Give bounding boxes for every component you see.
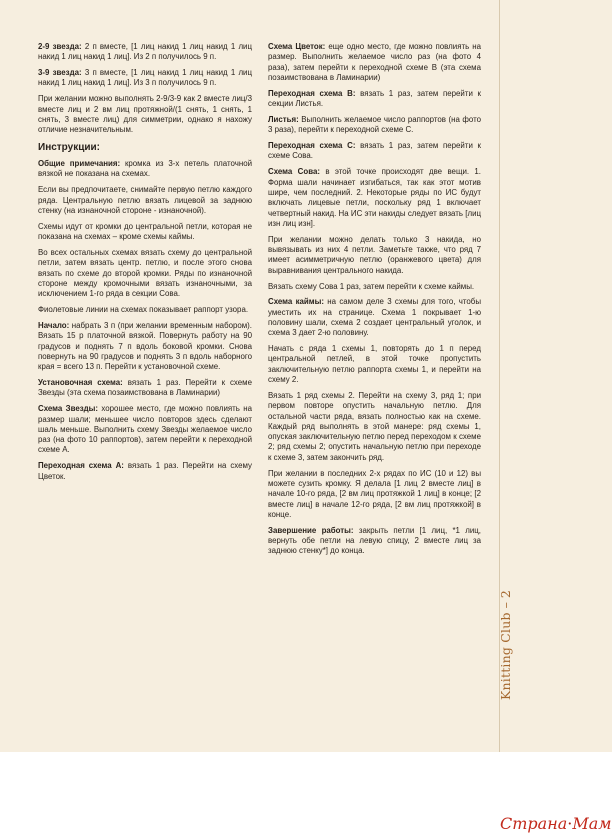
paragraph-owl-option: При желании можно делать только 3 накида, но вывязывать из них 4 петли. Заметьте также, что ряд 7 имеет асимметричную петлю (оранжевого цвета) для выравнивания центрального накида. xyxy=(268,234,481,275)
paragraph-other-charts: Во всех остальных схемах вязать схему до центральной петли, затем вязать центр. петлю, и после этого снова вязать по схеме до второй кромки. Ряды по изнаночной стороне между кромочными вязать изнаночными, за исключением 1-го ряда в секции Сова. xyxy=(38,248,252,299)
paragraph-symmetry: При желании можно выполнять 2-9/3-9 как 2 вместе лиц/3 вместе лиц и 2 вм лиц протяжной/(1 снять, 1 снять, 1 снять, 3 вместе лиц) для симметрии, однако я нахожу отличие незначительным. xyxy=(38,94,252,135)
paragraph-border-row1: Начать с ряда 1 схемы 1, повторять до 1 п перед центральной петлей, в этой точке пропустить заключительную петлю раппорта схемы 1, и перейти на схему 2. xyxy=(268,344,481,385)
left-column xyxy=(38,42,252,488)
paragraph-charts-note: Схемы идут от кромки до центральной петли, которая не показана на схемах – кроме схемы каймы. xyxy=(38,221,252,242)
paragraph-3-9-star: 3-9 звезда: 3 п вместе, [1 лиц накид 1 лиц накид 1 лиц накид 1 лиц накид 1 лиц]. Из 3 п получилось 9 п. xyxy=(38,68,252,88)
paragraph-leaves: Листья: Выполнить желаемое число раппортов (на фото 3 раза), перейти к переходной схеме С. xyxy=(268,114,481,135)
paragraph-flower-chart: Схема Цветок: еще одно место, где можно повлиять на размер. Выполнить желаемое число раз (на фото 4 раза), затем перейти к переходной схеме В (эта схема позаимствована в Ламинарии) xyxy=(268,42,481,82)
paragraph-owl-chart: Схема Сова: в этой точке происходят две вещи. 1. Форма шали начинает изгибаться, так как этот мотив шире, чем последний. 2. Некоторые ряды по ИС будут включать лицевые петли, поскольку ряд 1 включает четвертный накид. На ИС эти накиды следует вязать [лиц изн лиц изн]. xyxy=(268,167,481,228)
instructions-heading: Инструкции: xyxy=(38,142,101,154)
paragraph-transition-b: Переходная схема В: вязать 1 раз, затем перейти к секции Листья. xyxy=(268,88,482,109)
site-watermark: Страна·Мам xyxy=(500,814,612,833)
paragraph-transition-a: Переходная схема А: вязать 1 раз. Перейти на схему Цветок. xyxy=(38,461,252,481)
paragraph-general-notes: Общие примечания: кромка из 3-х петель платочной вязкой не показана на схемах. xyxy=(38,159,252,179)
paragraph-stars-chart: Схема Звезды: хорошее место, где можно повлиять на размер шали; меньшее число повторов здесь сделают шаль меньше. Выполнить схему Звезды желаемое число раз (на фото 10 раппортов), затем перейти к переходной схеме А. xyxy=(38,404,252,455)
paragraph-transition-c: Переходная схема С: вязать 1 раз, затем перейти к схеме Сова. xyxy=(268,141,482,161)
paragraph-border-chart: Схема каймы: на самом деле 3 схемы для того, чтобы уместить их на странице. Схема 1 покрывает 1-ю половину шали, схема 2 создает центральный уголок, и схема 3 дает 2-ю половину. xyxy=(268,297,481,338)
paragraph-start: Начало: набрать 3 п (при желании временным набором). Вязать 15 р платочной вязкой. Повернуть работу на 90 градусов и поднять 7 п вдоль боковой кромки. Снова повернуть на 90 градусов и поднять 3 п вдоль наборного края = всего 13 п. Перейти к установочной схеме. xyxy=(38,320,252,372)
right-column xyxy=(268,42,481,562)
paragraph-bind-off: Завершение работы: закрыть петли [1 лиц, *1 лиц, вернуть обе петли на левую спицу, 2 вместе лиц за заднюю стенку*] до конца. xyxy=(268,525,481,556)
magazine-brand-footer: Knitting Club – 2 xyxy=(498,590,513,700)
paragraph-narrow-edge: При желании в последних 2-х рядах по ИС (10 и 12) вы можете сузить кромку. Я делала [1 лиц 2 вместе лиц] в начале 10-го ряда, [2 вм лиц протяжкой 1 лиц] в конце; [2 вместе лиц] в начале 12-го ряда, [2 вм лиц протяжкой] в конце. xyxy=(268,468,481,519)
paragraph-2-9-star: 2-9 звезда: 2 п вместе, [1 лиц накид 1 лиц накид 1 лиц накид 1 лиц накид 1 лиц]. Из 2 п получилось 9 п. xyxy=(38,42,252,62)
paragraph-border-row-manner: Вязать 1 ряд схемы 2. Перейти на схему 3, ряд 1; при первом повторе опустить начальную петлю. Для остальной части ряда, вязать полностью как на схеме. Каждый ряд выполнять в этой манере: ряд схемы 1, опуская заключительную петлю перед переходом к схеме 2; ряд схемы 2; опустить начальную петлю при переходе к схеме 3, затем закончить ряд. xyxy=(268,390,481,462)
paragraph-owl-once: Вязать схему Сова 1 раз, затем перейти к схеме каймы. xyxy=(268,281,475,291)
paragraph-purple-lines: Фиолетовые линии на схемах показывает раппорт узора. xyxy=(38,305,249,315)
paragraph-slip-first: Если вы предпочитаете, снимайте первую петлю каждого ряда. Центральную петлю вязать лицевой за заднюю стенку (на изнаночной стороне - изнаночной). xyxy=(38,185,252,215)
paragraph-setup-chart: Установочная схема: вязать 1 раз. Перейти к схеме Звезды (эта схема позаимствована в Ламинарии) xyxy=(38,378,252,398)
